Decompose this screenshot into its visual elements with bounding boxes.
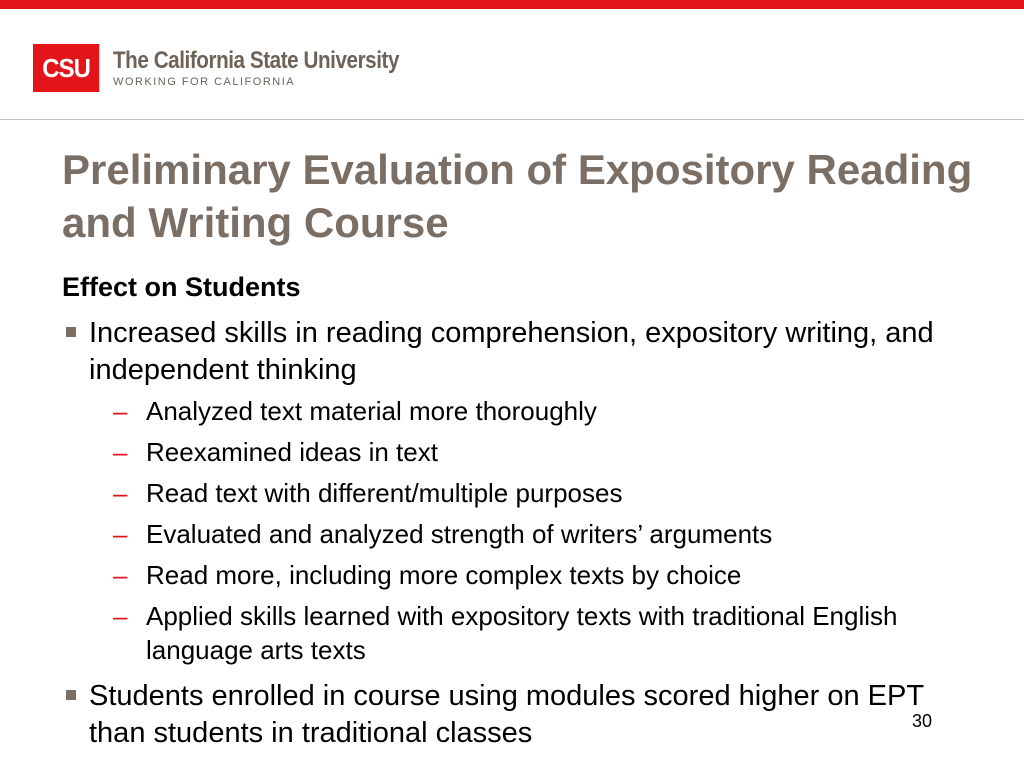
dash-icon: – (113, 601, 128, 631)
dash-icon: – (113, 437, 128, 467)
sub-bullet-item (113, 517, 966, 551)
dash-icon: – (113, 478, 128, 508)
square-bullet-icon (66, 690, 76, 700)
header-divider (0, 119, 1024, 120)
sub-bullet-item (113, 394, 966, 428)
dash-icon: – (113, 396, 128, 426)
sub-bullet-text: Read more, including more complex texts by choice (146, 560, 742, 590)
bullet-text: Students enrolled in course using modules scored higher on EPT than students in traditional classes (89, 680, 924, 749)
slide-title: Preliminary Evaluation of Expository Reading and Writing Course (62, 146, 973, 246)
bullet-item (89, 678, 969, 752)
csu-logo-badge: CSU (33, 44, 99, 92)
logo-name: The California State University (113, 46, 400, 74)
csu-logo (33, 44, 446, 92)
sub-bullet-text: Reexamined ideas in text (146, 437, 438, 467)
sub-bullet-item (113, 599, 966, 667)
sub-bullet-list (113, 394, 966, 674)
slide-subtitle: Effect on Students (62, 272, 301, 302)
sub-bullet-item (113, 558, 966, 592)
top-accent-bar (0, 0, 1024, 9)
logo-tagline: WORKING FOR CALIFORNIA (113, 75, 296, 88)
sub-bullet-text: Evaluated and analyzed strength of writers’ arguments (146, 519, 773, 549)
sub-bullet-text: Read text with different/multiple purposes (146, 478, 623, 508)
square-bullet-icon (66, 327, 76, 337)
sub-bullet-text: Applied skills learned with expository texts with traditional English language arts texts (146, 601, 898, 665)
dash-icon: – (113, 560, 128, 590)
dash-icon: – (113, 519, 128, 549)
logo-text (113, 48, 446, 89)
page-number: 30 (912, 711, 933, 731)
bullet-item (89, 315, 959, 389)
sub-bullet-text: Analyzed text material more thoroughly (146, 396, 597, 426)
bullet-text: Increased skills in reading comprehension, expository writing, and independent thinking (89, 317, 934, 386)
sub-bullet-item (113, 435, 966, 469)
sub-bullet-item (113, 476, 966, 510)
